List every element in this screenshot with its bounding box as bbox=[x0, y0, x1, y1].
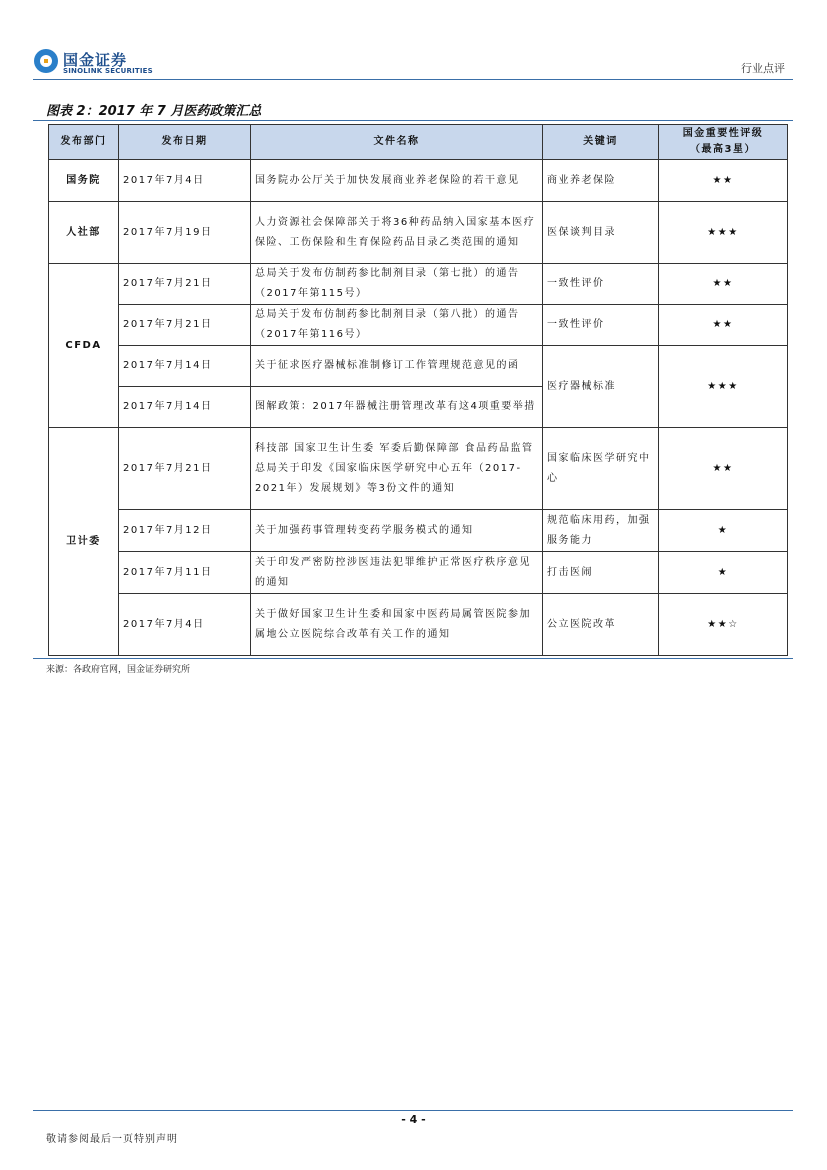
doc-cell: 科技部 国家卫生计生委 军委后勤保障部 食品药品监管总局关于印发《国家临床医学研究中心五年（2017-2021年）发展规划》等3份文件的通知 bbox=[251, 428, 543, 510]
footer-divider bbox=[33, 1110, 793, 1111]
date-cell: 2017年7月21日 bbox=[119, 305, 251, 346]
date-cell: 2017年7月21日 bbox=[119, 428, 251, 510]
title-divider bbox=[33, 120, 793, 121]
keyword-cell: 打击医闹 bbox=[543, 552, 659, 594]
company-logo bbox=[33, 45, 163, 79]
date-cell: 2017年7月14日 bbox=[119, 387, 251, 428]
column-header-keyword: 关键词 bbox=[543, 125, 659, 160]
date-cell: 2017年7月19日 bbox=[119, 202, 251, 264]
doc-cell: 总局关于发布仿制药参比制剂目录（第八批）的通告（2017年第116号） bbox=[251, 305, 543, 346]
table-row bbox=[49, 346, 788, 387]
keyword-cell: 医保谈判目录 bbox=[543, 202, 659, 264]
figure-title: 图表 2：2017 年 7 月医药政策汇总 bbox=[46, 104, 262, 119]
rating-cell: ★ bbox=[659, 510, 788, 552]
disclaimer-note: 敬请参阅最后一页特别声明 bbox=[46, 1134, 178, 1145]
keyword-cell: 医疗器械标准 bbox=[543, 346, 659, 428]
dept-cell: 国务院 bbox=[49, 160, 119, 202]
table-bottom-divider bbox=[33, 658, 793, 659]
table-header-row bbox=[49, 125, 788, 160]
rating-cell: ★★ bbox=[659, 160, 788, 202]
date-cell: 2017年7月4日 bbox=[119, 594, 251, 656]
table-row bbox=[49, 305, 788, 346]
doc-cell: 关于加强药事管理转变药学服务模式的通知 bbox=[251, 510, 543, 552]
rating-header-line1: 国金重要性评级 bbox=[682, 128, 764, 139]
rating-cell: ★★★ bbox=[659, 202, 788, 264]
doc-cell: 关于征求医疗器械标准制修订工作管理规范意见的函 bbox=[251, 346, 543, 387]
table-row bbox=[49, 202, 788, 264]
rating-cell: ★★ bbox=[659, 305, 788, 346]
keyword-cell: 一致性评价 bbox=[543, 305, 659, 346]
column-header-rating bbox=[659, 125, 788, 160]
column-header-date: 发布日期 bbox=[119, 125, 251, 160]
logo-chinese-name: 国金证券 bbox=[63, 51, 128, 69]
date-cell: 2017年7月12日 bbox=[119, 510, 251, 552]
date-cell: 2017年7月14日 bbox=[119, 346, 251, 387]
rating-cell: ★★☆ bbox=[659, 594, 788, 656]
rating-cell: ★ bbox=[659, 552, 788, 594]
table-row bbox=[49, 510, 788, 552]
date-cell: 2017年7月11日 bbox=[119, 552, 251, 594]
doc-cell: 人力资源社会保障部关于将36种药品纳入国家基本医疗保险、工伤保险和生育保险药品目录乙类范围的通知 bbox=[251, 202, 543, 264]
keyword-cell: 商业养老保险 bbox=[543, 160, 659, 202]
header-divider bbox=[33, 79, 793, 80]
logo-english-name: SINOLINK SECURITIES bbox=[63, 67, 153, 75]
keyword-cell: 规范临床用药，加强服务能力 bbox=[543, 510, 659, 552]
dept-cell: 人社部 bbox=[49, 202, 119, 264]
policy-table bbox=[48, 124, 788, 656]
doc-cell: 关于印发严密防控涉医违法犯罪维护正常医疗秩序意见的通知 bbox=[251, 552, 543, 594]
keyword-cell: 一致性评价 bbox=[543, 264, 659, 305]
figure-source: 来源：各政府官网，国金证券研究所 bbox=[46, 665, 191, 675]
logo-mark-icon bbox=[33, 48, 59, 74]
page-number: - 4 - bbox=[401, 1113, 426, 1126]
doc-cell: 关于做好国家卫生计生委和国家中医药局属管医院参加属地公立医院综合改革有关工作的通知 bbox=[251, 594, 543, 656]
rating-cell: ★★ bbox=[659, 428, 788, 510]
page-header bbox=[0, 0, 827, 80]
keyword-cell: 公立医院改革 bbox=[543, 594, 659, 656]
table-row bbox=[49, 160, 788, 202]
date-cell: 2017年7月21日 bbox=[119, 264, 251, 305]
column-header-doc: 文件名称 bbox=[251, 125, 543, 160]
date-cell: 2017年7月4日 bbox=[119, 160, 251, 202]
doc-cell: 国务院办公厅关于加快发展商业养老保险的若干意见 bbox=[251, 160, 543, 202]
dept-cell: CFDA bbox=[49, 264, 119, 428]
table-row bbox=[49, 264, 788, 305]
rating-cell: ★★★ bbox=[659, 346, 788, 428]
rating-cell: ★★ bbox=[659, 264, 788, 305]
rating-header-line2: （最高3星） bbox=[690, 144, 756, 155]
column-header-dept: 发布部门 bbox=[49, 125, 119, 160]
table-row bbox=[49, 594, 788, 656]
doc-cell: 总局关于发布仿制药参比制剂目录（第七批）的通告（2017年第115号） bbox=[251, 264, 543, 305]
report-category: 行业点评 bbox=[741, 62, 785, 75]
table-row bbox=[49, 428, 788, 510]
doc-cell: 图解政策：2017年器械注册管理改革有这4项重要举措 bbox=[251, 387, 543, 428]
dept-cell: 卫计委 bbox=[49, 428, 119, 656]
table-row bbox=[49, 552, 788, 594]
keyword-cell: 国家临床医学研究中心 bbox=[543, 428, 659, 510]
